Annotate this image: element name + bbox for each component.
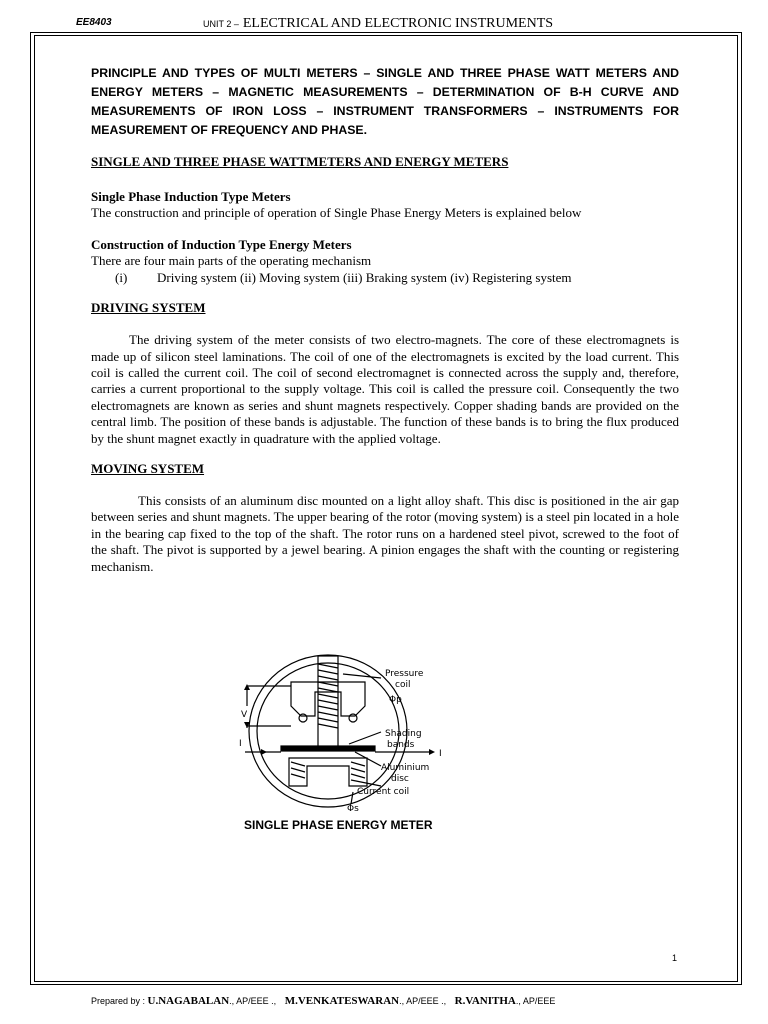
label-phi-p: Φp [389,695,402,705]
page-number: 1 [672,953,678,963]
section-heading-wattmeters: SINGLE AND THREE PHASE WATTMETERS AND ENERGY METERS [91,154,509,169]
series-magnet [289,758,367,786]
label-i-left: I [239,739,242,749]
heading-construction: Construction of Induction Type Energy Meters [91,237,352,253]
page-footer [91,995,555,1007]
label-bands: bands [387,740,415,750]
label-coil: coil [395,680,411,690]
text-driving-system: The driving system of the meter consists of two electro-magnets. The core of these electromagnets is made up of silicon steel laminations. The coil of one of the electromagnets is excited by the load current. This coil is called the current coil. The coil of second electromagnet is connected across the supply and, therefore, carries a current proportional to the supply voltage. This coil is called the pressure coil. Consequently the two electromagnets are known as series and shunt magnets respectively. Copper shading bands are provided on the central limb. The position of these bands is adjustable. The function of these bands is to bring the flux produced by the shunt magnet exactly in quadrature with the applied voltage. [91,332,679,446]
label-aluminium: Aluminium [381,763,430,773]
label-shading: Shading [385,729,422,739]
heading-single-phase: Single Phase Induction Type Meters [91,189,291,204]
footer-prefix: Prepared by : [91,996,146,1006]
label-pressure: Pressure [385,669,424,679]
page-content [91,64,679,575]
current-coil-winding [291,762,365,778]
energy-meter-diagram [231,636,459,816]
label-v: V [241,710,248,720]
author-3: R.VANITHA [454,995,516,1007]
heading-driving-system: DRIVING SYSTEM [91,300,206,316]
author-2: M.VENKATESWARAN [284,995,400,1007]
author-1-role: ., AP/EEE ., [229,996,277,1006]
list-marker: (i) [115,269,128,285]
list-operating-parts [91,270,679,286]
label-phi-s: Φs [347,804,359,814]
pressure-coil-winding [318,664,338,728]
heading-moving-system: MOVING SYSTEM [91,461,205,477]
author-2-role: ., AP/EEE ., [399,996,447,1006]
text-construction: There are four main parts of the operating mechanism [91,253,372,269]
shunt-magnet [291,682,365,716]
topics-summary: PRINCIPLE AND TYPES OF MULTI METERS – SINGLE AND THREE PHASE WATT METERS AND ENERGY METERS – MAGNETIC MEASUREMENTS – DETERMINATION OF B-H CURVE AND MEASUREMENTS OF IRON LOSS – INSTRUMENT TRANSFORMERS – INSTRUMENTS FOR MEASUREMENT OF FREQUENCY AND PHASE. [91,66,679,137]
label-i-right: I [439,749,442,759]
unit-title [203,14,553,32]
list-text: Driving system (ii) Moving system (iii) Braking system (iv) Registering system [157,269,572,285]
figure-caption: SINGLE PHASE ENERGY METER [244,818,433,832]
page-header [0,0,768,34]
label-current-coil: Current coil [357,787,410,797]
author-1: U.NAGABALAN [147,995,230,1007]
text-moving-system: This consists of an aluminum disc mounted on a light alloy shaft. This disc is positioned in the air gap between series and shunt magnets. The upper bearing of the rotor (moving system) is a steel pin located in a hole in the bearing cap fixed to the top of the shaft. The rotor runs on a hardened steel pivot, screwed to the foot of the shaft. The pivot is supported by a jewel bearing. A pinion engages the shaft with the counting or registering mechanism. [91,493,679,574]
unit-name: ELECTRICAL AND ELECTRONIC INSTRUMENTS [242,16,554,31]
author-3-role: ., AP/EEE [515,996,556,1006]
aluminium-disc [281,746,375,751]
unit-label: UNIT 2 – [203,19,239,29]
text-single-phase: The construction and principle of operation of Single Phase Energy Meters is explained below [91,205,582,220]
label-disc: disc [391,774,409,784]
course-code: EE8403 [76,17,112,28]
